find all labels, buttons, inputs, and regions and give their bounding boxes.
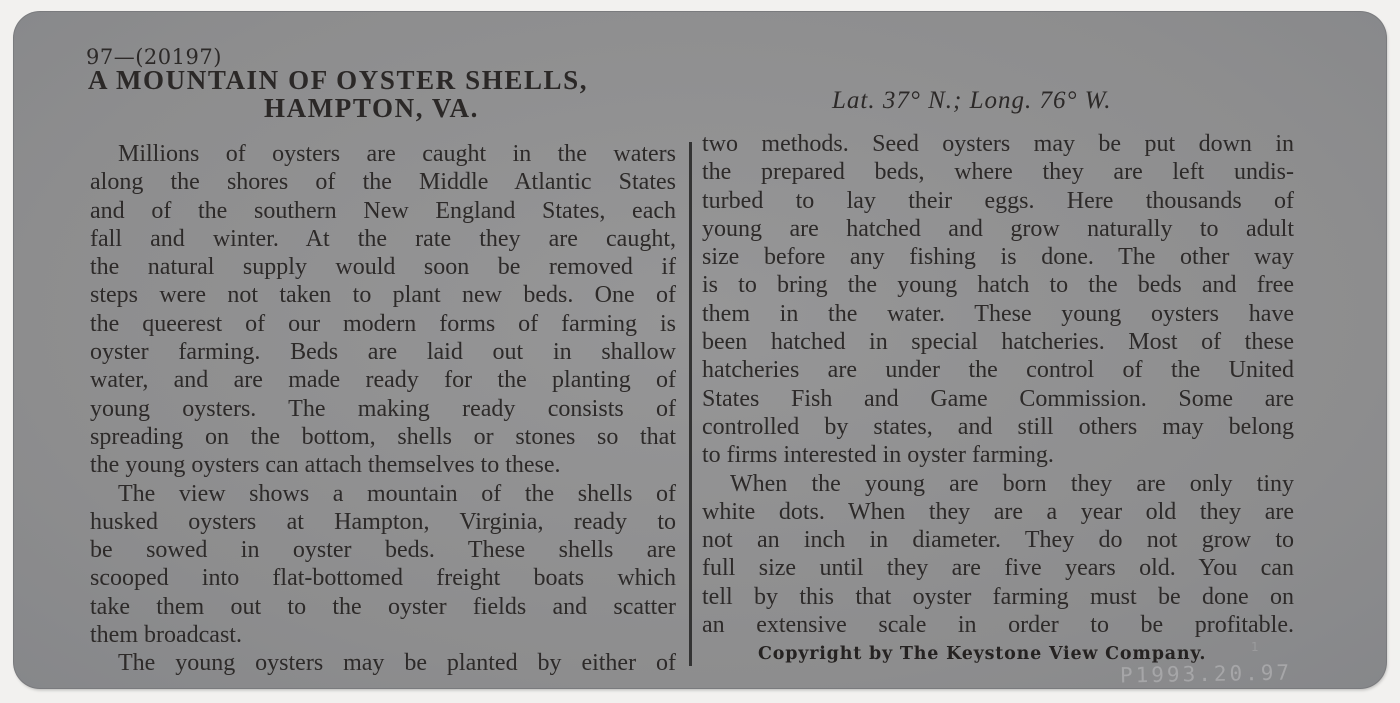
text-line: size before any fishing is done. The other way	[702, 244, 1294, 271]
catalog-number: 97—(20197)	[86, 45, 222, 69]
text-line: young are hatched and grow naturally to adult	[702, 215, 1294, 242]
text-line: The young oysters may be planted by either of	[118, 650, 676, 677]
text-line: turbed to lay their eggs. Here thousands of	[702, 187, 1294, 214]
card-title-line-2: HAMPTON, VA.	[264, 93, 479, 123]
text-line: The view shows a mountain of the shells of	[118, 480, 676, 507]
text-line: States Fish and Game Commission. Some are	[702, 385, 1294, 412]
right-text-column	[702, 130, 1294, 639]
text-line: is to bring the young hatch to the beds and free	[702, 272, 1294, 299]
text-line: not an inch in diameter. They do not grow to	[702, 527, 1294, 554]
accession-number: P1993.20.97	[1119, 660, 1293, 688]
text-line: husked oysters at Hampton, Virginia, ready to	[90, 508, 676, 535]
text-line: the prepared beds, where they are left undis-	[702, 159, 1294, 186]
text-line: Millions of oysters are caught in the waters	[118, 141, 676, 167]
text-line: the natural supply would soon be removed if	[90, 254, 676, 281]
stereoview-card-back	[14, 12, 1386, 688]
text-line: tell by this that oyster farming must be done on	[702, 583, 1294, 610]
text-line: scooped into flat-bottomed freight boats which	[90, 565, 676, 592]
text-line: When the young are born they are only tiny	[730, 470, 1294, 497]
copyright-notice: Copyright by The Keystone View Company.	[758, 644, 1207, 664]
text-line: steps were not taken to plant new beds. One of	[90, 282, 676, 309]
text-line: fall and winter. At the rate they are caught,	[90, 225, 676, 252]
text-line: them broadcast.	[90, 622, 242, 649]
text-line: two methods. Seed oysters may be put down in	[702, 131, 1294, 157]
text-line: hatcheries are under the control of the United	[702, 357, 1294, 384]
text-line: to firms interested in oyster farming.	[702, 442, 1054, 469]
text-line: them in the water. These young oysters have	[702, 300, 1294, 327]
text-line: the young oysters can attach themselves to these.	[90, 452, 561, 479]
column-divider	[689, 142, 692, 666]
text-line: take them out to the oyster fields and scatter	[90, 593, 676, 620]
card-title-line-1: A MOUNTAIN OF OYSTER SHELLS,	[88, 65, 589, 95]
text-line: be sowed in oyster beds. These shells are	[90, 537, 676, 564]
text-line: spreading on the bottom, shells or stones so that	[90, 423, 676, 450]
text-line: oyster farming. Beds are laid out in shallow	[90, 339, 676, 366]
left-text-column	[90, 140, 676, 678]
text-line: an extensive scale in order to be profitable.	[702, 612, 1294, 639]
text-line: been hatched in special hatcheries. Most of these	[702, 329, 1294, 356]
text-line: young oysters. The making ready consists of	[90, 395, 676, 422]
text-line: along the shores of the Middle Atlantic States	[90, 169, 676, 196]
coordinates: Lat. 37° N.; Long. 76° W.	[832, 87, 1112, 114]
text-line: and of the southern New England States, each	[90, 197, 676, 224]
copyright-mark: 1	[1251, 640, 1259, 654]
text-line: white dots. When they are a year old they are	[702, 498, 1294, 525]
text-line: full size until they are five years old. You can	[702, 555, 1294, 582]
text-line: controlled by states, and still others may belong	[702, 413, 1294, 440]
text-line: water, and are made ready for the planting of	[90, 367, 676, 394]
text-line: the queerest of our modern forms of farming is	[90, 310, 676, 337]
